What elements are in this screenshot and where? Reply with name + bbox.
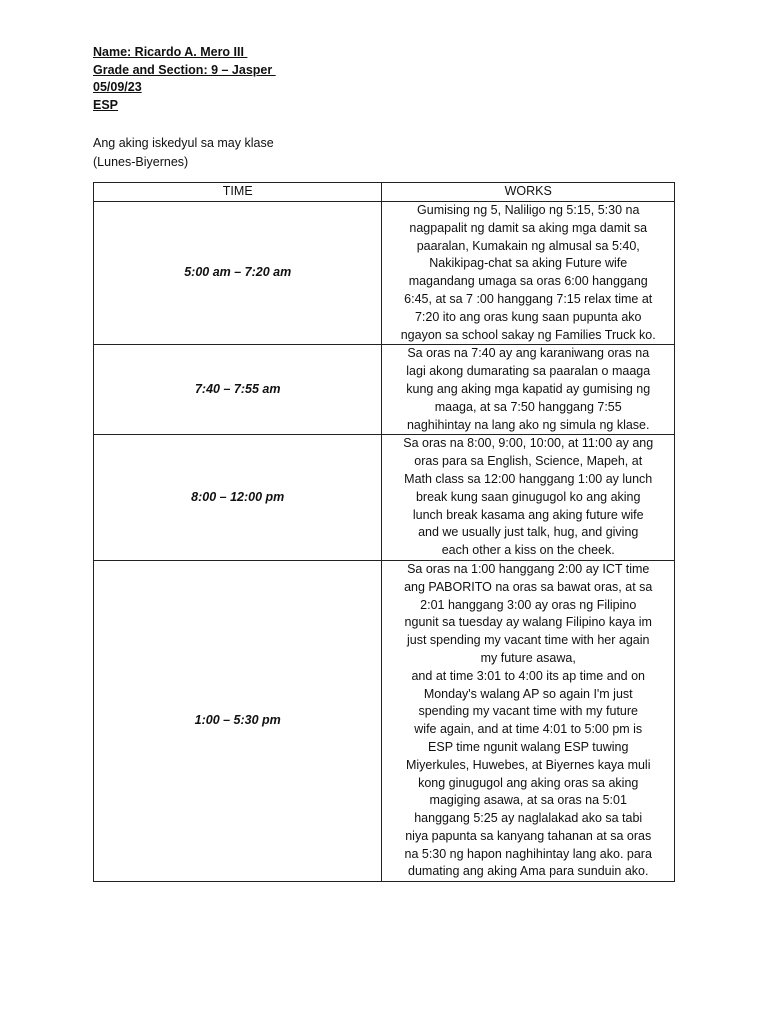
intro-line-1: Ang aking iskedyul sa may klase	[93, 136, 274, 150]
table-header-row	[94, 183, 675, 202]
schedule-table	[93, 182, 675, 882]
works-cell-wrapper	[382, 202, 675, 345]
time-cell: 8:00 – 12:00 pm	[94, 435, 382, 561]
date: 05/09/23	[93, 80, 142, 95]
works-cell: Sa oras na 1:00 hanggang 2:00 ay ICT time ang PABORITO na oras sa bawat oras, at sa 2:01 hanggang 3:00 ay oras ng Filipino ngunit sa tuesday ay walang Filipino kaya im just spending my vacant time with her again my future asawa, and at time 3:01 to 4:00 its ap time and on Monday's walang AP so again I'm just spending my vacant time with my future wife again, and at time 4:01 to 5:00 pm is ESP time ngunit walang ESP tuwing Miyerkules, Huwebes, at Biyernes kaya muli kong ginugugol ang aking oras sa aking magiging asawa, at sa oras na 5:01 hanggang 5:25 ay naglalakad ako sa tabi niya papunta sa kanyang tahanan at sa oras na 5:30 ng hapon naghihintay lang ako. para dumating ang aking Ama para sunduin ako.	[404, 561, 653, 879]
time-cell: 1:00 – 5:30 pm	[94, 560, 382, 881]
works-cell-wrapper	[382, 435, 675, 561]
works-cell-wrapper	[382, 345, 675, 435]
intro-text	[93, 134, 274, 172]
time-cell: 5:00 am – 7:20 am	[94, 202, 382, 345]
works-cell: Gumising ng 5, Naliligo ng 5:15, 5:30 na nagpapalit ng damit sa aking mga damit sa paaralan, Kumakain ng almusal sa 5:40, Nakikipag-chat sa aking Future wife magandang umaga sa oras 6:00 hanggang 6:45, at sa 7 :00 hanggang 7:15 relax time at 7:20 ito ang oras kung saan pupunta ako ngayon sa school sakay ng Families Truck ko.	[400, 203, 656, 342]
column-header-works: WORKS	[382, 183, 675, 202]
student-header	[93, 44, 276, 114]
table-row	[94, 345, 675, 435]
works-cell: Sa oras na 7:40 ay ang karaniwang oras na lagi akong dumarating sa paaralan o maaga kung ang aking mga kapatid ay gumising ng maaga, at sa 7:50 hanggang 7:55 naghihintay na lang ako ng simula ng klase.	[406, 346, 651, 432]
subject: ESP	[93, 97, 119, 112]
student-name: Name: Ricardo A. Mero III	[93, 45, 248, 59]
grade-section: Grade and Section: 9 – Jasper	[93, 62, 276, 77]
table-row	[94, 435, 675, 561]
time-cell: 7:40 – 7:55 am	[94, 345, 382, 435]
table-row	[94, 202, 675, 345]
column-header-time: TIME	[94, 183, 382, 202]
works-cell-wrapper	[382, 560, 675, 881]
table-row	[94, 560, 675, 881]
intro-line-2: (Lunes-Biyernes)	[93, 155, 189, 169]
works-cell: Sa oras na 8:00, 9:00, 10:00, at 11:00 ay ang oras para sa English, Science, Mapeh, at Math class sa 12:00 hanggang 1:00 ay lunch break kung saan ginugugol ko ang aking lunch break kasama ang aking future wife and we usually just talk, hug, and giving each other a kiss on the cheek.	[403, 436, 654, 558]
